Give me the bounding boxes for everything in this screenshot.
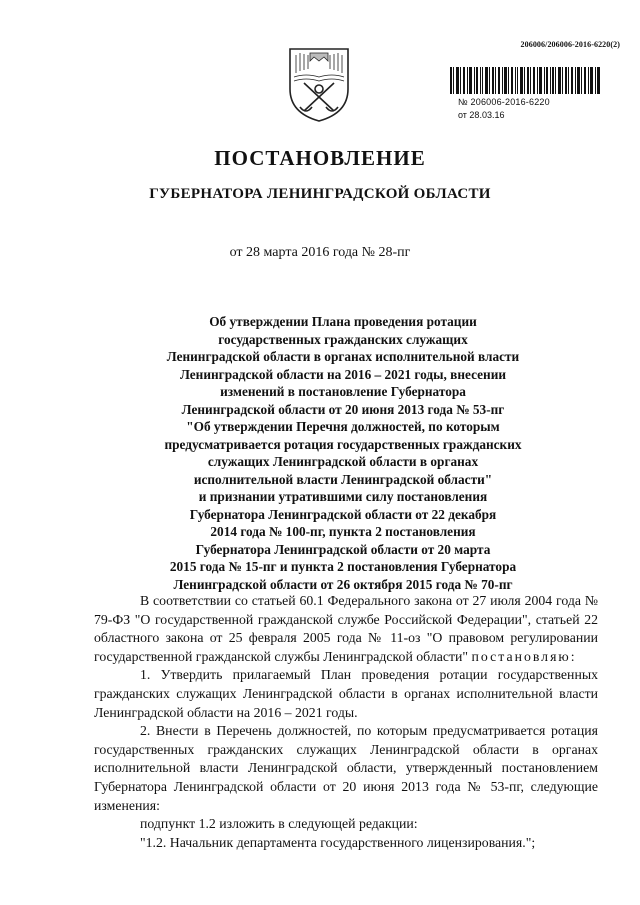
document-type-heading: ПОСТАНОВЛЕНИЕ (214, 146, 426, 170)
title-line: Губернатора Ленинградской области от 20 марта (195, 541, 491, 557)
title-line: служащих Ленинградской области в органах (207, 454, 479, 469)
preamble-paragraph (94, 592, 598, 666)
document-body (94, 592, 598, 852)
resolve-word: постановляю: (471, 648, 577, 664)
title-line: "Об утверждении Перечня должностей, по которым (186, 419, 500, 434)
document-title (128, 313, 558, 593)
registration-number: № 206006-2016-6220 (458, 97, 550, 107)
coat-of-arms-emblem (286, 45, 352, 123)
document-date-number: от 28 марта 2016 года № 28-пг (229, 245, 411, 260)
title-line: Ленинградской области от 26 октября 2015 года № 70-пг (173, 576, 513, 592)
title-line: Ленинградской области в органах исполнительной власти (166, 349, 520, 364)
title-line: Ленинградской области от 20 июня 2013 года № 53-пг (181, 401, 505, 417)
title-line: Об утверждении Плана проведения ротации (209, 314, 477, 329)
registration-date: от 28.03.16 (458, 110, 505, 120)
title-line: Губернатора Ленинградской области от 22 декабря (189, 506, 497, 522)
title-line: предусматривается ротация государственных гражданских (164, 436, 522, 452)
title-line: Ленинградской области на 2016 – 2021 годы, внесении (179, 366, 507, 382)
document-reference-code: 206006/206006-2016-6220(2) (520, 40, 620, 49)
title-line: государственных гражданских служащих (218, 331, 468, 347)
title-line: изменений в постановление Губернатора (220, 384, 466, 399)
item-1-paragraph: 1. Утвердить прилагаемый План проведения ротации государственных гражданских служащих Ленинградской области в органах исполнительной власти Ленинградской области на 2016 – 2021 годы. (94, 667, 598, 720)
subitem-intro-paragraph: подпункт 1.2 изложить в следующей редакции: (140, 816, 418, 832)
item-2-paragraph: 2. Внести в Перечень должностей, по которым предусматривается ротация государственных гражданских служащих Ленинградской области в органах исполнительной власти Ленинградской области, утвержденный постановлением Губернатора Ленинградской области от 20 июня 2013 года № 53-пг, следующие изменения: (94, 723, 598, 813)
title-line: 2015 года № 15-пг и пункта 2 постановления Губернатора (169, 559, 517, 574)
subitem-text-paragraph: "1.2. Начальник департамента государственного лицензирования."; (140, 834, 536, 850)
barcode (450, 67, 600, 94)
title-line: 2014 года № 100-пг, пункта 2 постановления (210, 524, 476, 539)
title-line: исполнительной власти Ленинградской области" (193, 471, 493, 487)
issuer-heading: ГУБЕРНАТОРА ЛЕНИНГРАДСКОЙ ОБЛАСТИ (149, 186, 491, 202)
preamble-text: В соответствии со статьей 60.1 Федерального закона от 27 июля 2004 года № 79-ФЗ "О государственной гражданской службе Российской Федерации", статьей 22 областного закона от 25 февраля 2005 года № 11-оз "О правовом регулировании государственной гражданской службы Ленинградской области" (94, 593, 598, 664)
title-line: и признании утратившими силу постановления (198, 489, 488, 504)
